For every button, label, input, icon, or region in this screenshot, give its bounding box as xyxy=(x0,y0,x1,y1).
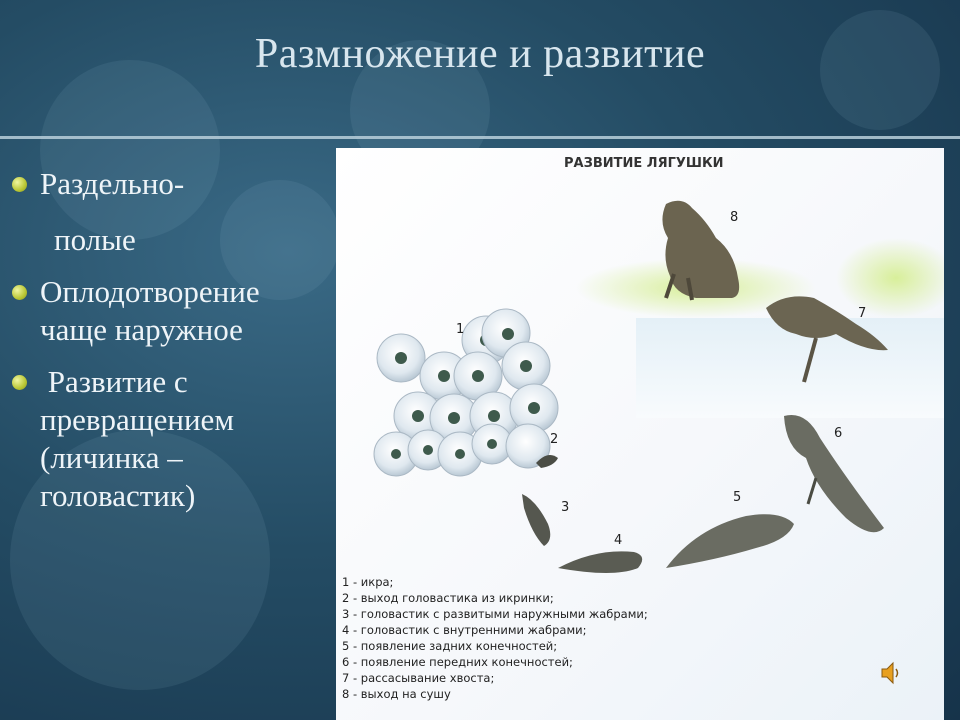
bullet-dot-icon xyxy=(12,375,27,390)
tadpole-leg xyxy=(808,478,816,504)
stage-number: 5 xyxy=(733,490,742,505)
adult-frog xyxy=(662,201,739,298)
bullet-item xyxy=(10,165,330,259)
legend-item: 7 - рассасывание хвоста; xyxy=(342,671,495,685)
frog-development-figure xyxy=(336,148,944,720)
bullet-text: Раздельно- xyxy=(40,166,185,201)
tadpole-hind-limbs xyxy=(666,514,794,568)
bullet-text: головастик) xyxy=(40,478,196,513)
bullet-item xyxy=(10,273,330,349)
legend-item: 4 - головастик с внутренними жабрами; xyxy=(342,623,587,637)
tadpole-internal-gills xyxy=(558,551,642,573)
stage-number: 6 xyxy=(834,426,843,441)
water-area xyxy=(636,318,944,418)
stage-number: 2 xyxy=(550,432,559,447)
bullet-text: (личинка – xyxy=(40,440,183,475)
legend-item: 1 - икра; xyxy=(342,575,394,589)
bullet-item xyxy=(10,363,330,515)
bullet-text: превращением xyxy=(40,402,234,437)
egg-cluster xyxy=(374,309,558,476)
figure-legend xyxy=(342,574,648,702)
bullet-text: Оплодотворение xyxy=(40,274,260,309)
bullet-dot-icon xyxy=(12,285,27,300)
stage-number: 3 xyxy=(561,500,570,515)
stage-number: 8 xyxy=(730,210,739,225)
stage-number: 1 xyxy=(456,322,465,337)
legend-item: 6 - появление передних конечностей; xyxy=(342,655,573,669)
stage-number: 7 xyxy=(858,306,867,321)
stage-number: 4 xyxy=(614,533,623,548)
bullet-text: чаще наружное xyxy=(40,312,243,347)
legend-item: 5 - появление задних конечностей; xyxy=(342,639,558,653)
legend-item: 8 - выход на сушу xyxy=(342,687,451,701)
bullet-text: Развитие с xyxy=(40,364,188,399)
grass-patch xyxy=(836,238,944,318)
frog-stages-illustration xyxy=(336,148,944,578)
legend-item: 3 - головастик с развитыми наружными жабрами; xyxy=(342,607,648,621)
slide-title: Размножение и развитие xyxy=(254,31,706,77)
tadpole-external-gills xyxy=(522,494,550,546)
legend-item: 2 - выход головастика из икринки; xyxy=(342,591,554,605)
bullet-list xyxy=(10,165,330,529)
speaker-icon[interactable] xyxy=(880,660,902,691)
bullet-text: полые xyxy=(54,222,136,257)
bullet-dot-icon xyxy=(12,177,27,192)
figure-title: РАЗВИТИЕ ЛЯГУШКИ xyxy=(564,156,724,171)
title-divider xyxy=(0,136,960,139)
